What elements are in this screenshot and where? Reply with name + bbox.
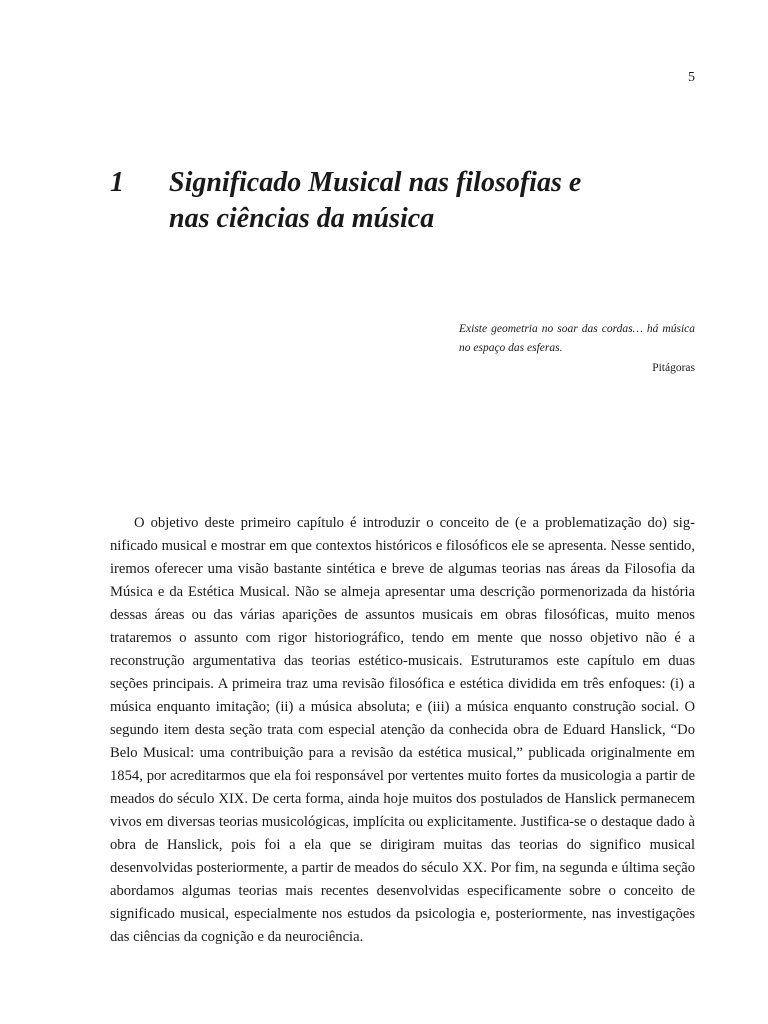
epigraph bbox=[459, 320, 695, 378]
epigraph-author: Pitágoras bbox=[652, 362, 695, 374]
epigraph-quote: Existe geometria no soar das cordas… há música no espaço das esferas. bbox=[459, 323, 695, 354]
chapter-number: 1 bbox=[110, 167, 124, 198]
page-number: 5 bbox=[688, 70, 695, 85]
body-paragraph: O objetivo deste primeiro capítulo é introduzir o conceito de (e a problematização do) significado musical e mostrar em que contextos históricos e filosóficos ele se apresenta. Nesse sentido, iremos oferecer uma visão bastante sintética e breve de algumas teorias nas áreas da Filosofia da Música e da Estética Musical. Não se almeja apresentar uma descrição pormenorizada da história dessas áreas ou das várias aparições de assuntos musicais em obras filosóficas, muito menos trataremos o assunto com rigor historiográfico, tendo em mente que nosso objetivo não é a reconstrução argumentativa das teorias estético-musicais. Estruturamos este capítulo em duas seções principais. A primeira traz uma revisão filosófica e estética dividida em três enfoques: (i) a música enquanto imitação; (ii) a música absoluta; e (iii) a música enquanto construção social. O segundo item desta seção trata com especial atenção da conhecida obra de Eduard Hanslick, “Do Belo Musical: uma contribuição para a revisão da estética musical,” publicada originalmente em 1854, por acreditarmos que ela foi responsável por vertentes muito fortes da musicologia a partir de meados do século XIX. De certa forma, ainda hoje muitos dos postulados de Hanslick permanecem vivos em diversas teorias musicológicas, implícita ou explicitamente. Justifica-se o destaque dado à obra de Hanslick, pois foi a ela que se dirigiram muitas das teorias do significo musical desenvolvidas posteriormente, a partir de meados do século XX. Por fim, na segunda e última seção abordamos algumas teorias mais recentes desenvolvidas especificamente sobre o conceito de significado musical, especialmente nos estudos da psicologia e, posteriormente, nas investigações das ciências da cognição e da neurociência. bbox=[110, 515, 695, 945]
chapter-heading bbox=[110, 165, 710, 237]
chapter-title: Significado Musical nas filosofias e nas ciências da música bbox=[169, 167, 582, 234]
